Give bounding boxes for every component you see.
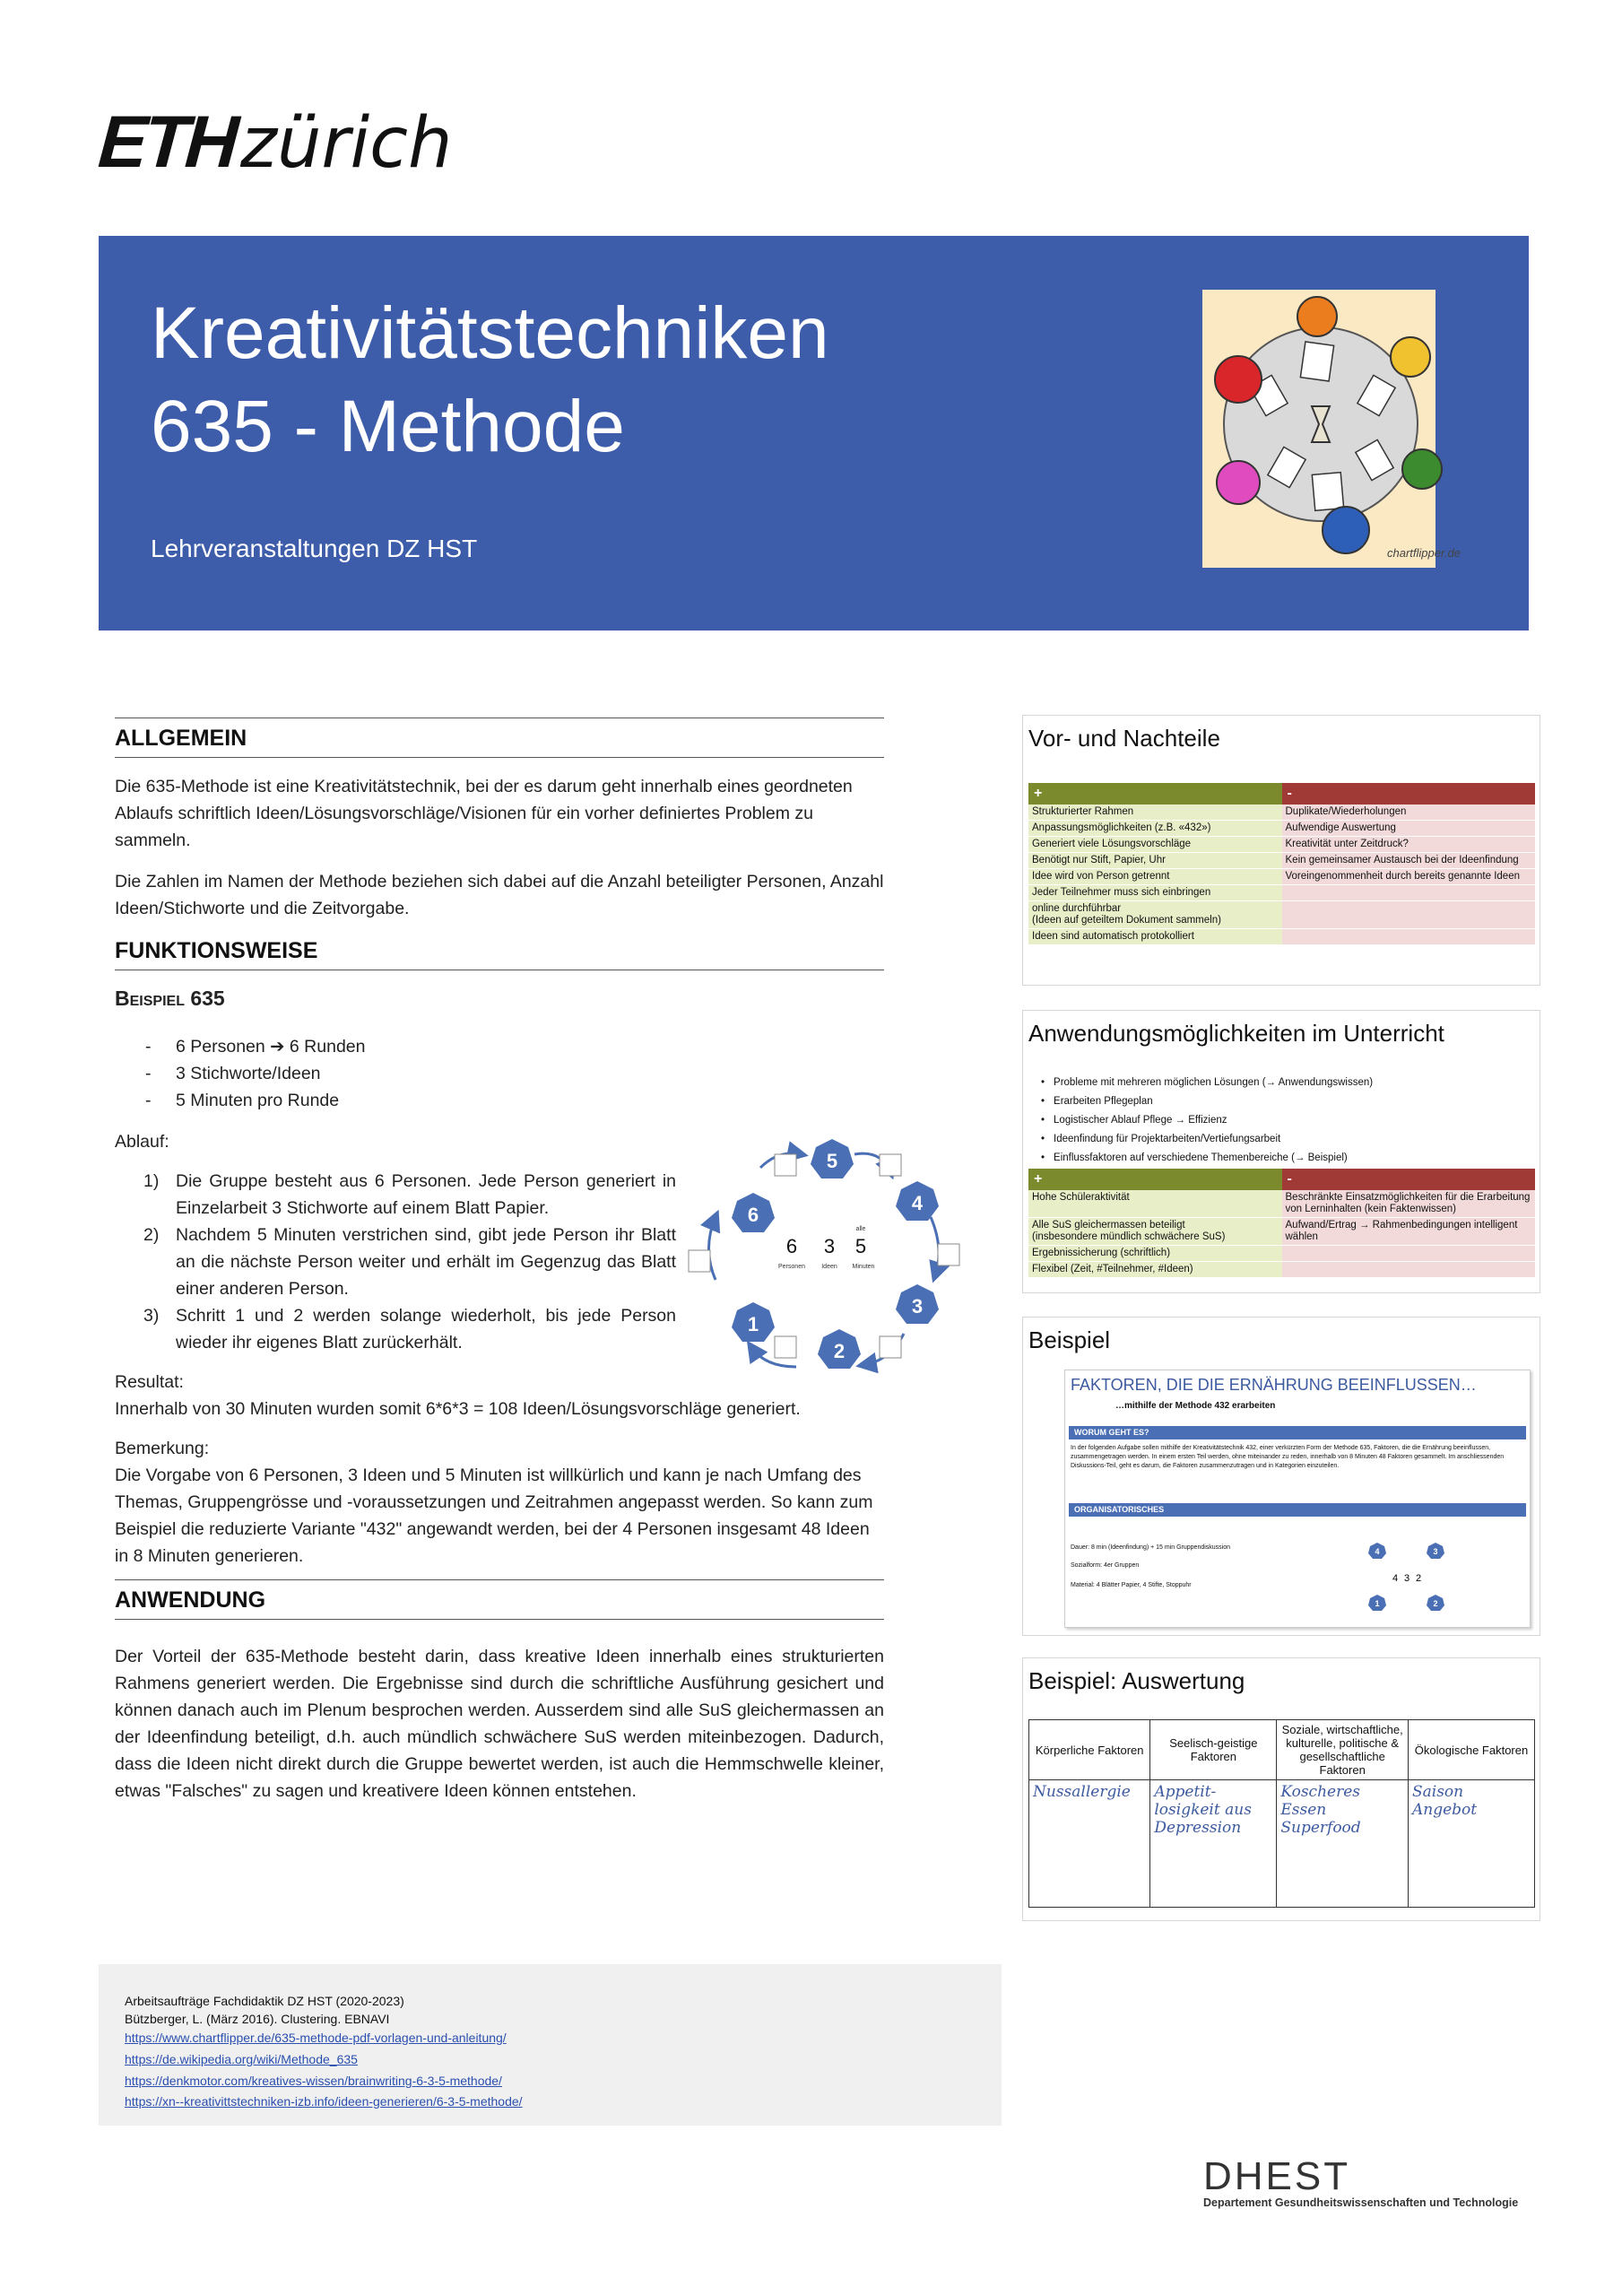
banner-subtitle: Lehrveranstaltungen DZ HST	[151, 535, 478, 562]
con-cell: Aufwand/Ertrag → Rahmenbedingungen intelligent wählen	[1282, 1218, 1536, 1246]
reference-link[interactable]: https://www.chartflipper.de/635-methode-pdf-vorlagen-und-anleitung/	[125, 2031, 507, 2045]
hex-2: 2	[833, 1340, 846, 1362]
hex-4: 4	[911, 1192, 924, 1214]
plus-header: +	[1028, 783, 1282, 804]
doc-material: Material: 4 Blätter Papier, 4 Stifte, Stoppuhr	[1071, 1582, 1192, 1588]
doc-subtitle: …mithilfe der Methode 432 erarbeiten	[1115, 1401, 1276, 1411]
pro-cell: Jeder Teilnehmer muss sich einbringen	[1028, 885, 1282, 901]
ablauf-label: Ablauf:	[115, 1132, 169, 1152]
table-row	[1028, 804, 1535, 821]
table-row	[1028, 853, 1535, 869]
pro-cell: Ideen sind automatisch protokolliert	[1028, 929, 1282, 945]
pro-cell: Flexibel (Zeit, #Teilnehmer, #Ideen)	[1028, 1262, 1282, 1278]
pros-cons-table	[1028, 783, 1535, 945]
title-banner	[99, 236, 1529, 631]
table-row	[1028, 1190, 1535, 1218]
doc-bar-organisatorisches: ORGANISATORISCHES	[1069, 1503, 1526, 1517]
round-table-illustration	[1202, 290, 1461, 568]
card-title: Beispiel: Auswertung	[1028, 1667, 1245, 1694]
bullet-item: • Probleme mit mehreren möglichen Lösungen (→ Anwendungswissen)	[1041, 1074, 1373, 1092]
dhest-brand: DHEST	[1203, 2154, 1351, 2198]
con-cell	[1282, 1262, 1536, 1278]
con-cell: Voreingenommenheit durch bereits genannte Ideen	[1282, 869, 1536, 885]
minus-header: -	[1282, 1169, 1536, 1190]
pro-cell: Ergebnissicherung (schriftlich)	[1028, 1246, 1282, 1262]
step-item: 1) Die Gruppe besteht aus 6 Personen. Jede Person generiert in Einzelarbeit 3 Stichworte auf einem Blatt Papier.	[143, 1171, 676, 1218]
beispiel-635-label: Beispiel 635	[115, 987, 225, 1010]
dhest-subline: Departement Gesundheitswissenschaften und Technologie	[1203, 2196, 1519, 2209]
table-row	[1028, 929, 1535, 945]
bemerkung-label: Bemerkung:	[115, 1439, 210, 1458]
center-number-3: 3	[823, 1235, 836, 1257]
svg-text:4: 4	[1375, 1547, 1380, 1556]
pro-cell: Hohe Schüleraktivität	[1028, 1190, 1282, 1218]
anwendung-bullets	[1041, 1074, 1373, 1168]
table-row	[1028, 1218, 1535, 1246]
bemerkung-text: Die Vorgabe von 6 Personen, 3 Ideen und 5 Minuten ist willkürlich und kann je nach Umfang des Themas, Gruppengrösse und -voraussetzungen und Zeitrahmen angepasst werden. So kann zum Beispiel die reduzierte Variante "432" angewandt werden, bei der 4 Personen insgesamt 48 Ideen in 8 Minuten generieren.	[115, 1465, 873, 1566]
section-funktionsweise-heading: FUNKTIONSWEISE	[115, 938, 884, 970]
con-cell	[1282, 1246, 1536, 1262]
con-cell: Duplikate/Wiederholungen	[1282, 804, 1536, 821]
con-cell: Kreativität unter Zeitdruck?	[1282, 837, 1536, 853]
logo-zurich: zürich	[240, 103, 453, 184]
table-row	[1028, 821, 1535, 837]
reference-line: Arbeitsaufträge Fachdidaktik DZ HST (2020-2023)	[125, 1994, 404, 2008]
card-auswertung	[1022, 1657, 1540, 1921]
con-cell: Kein gemeinsamer Austausch bei der Ideenfindung	[1282, 853, 1536, 869]
allgemein-paragraph-2: Die Zahlen im Namen der Methode beziehen sich dabei auf die Anzahl beteiligter Personen, Anzahl Ideen/Stichworte und die Zeitvorgabe.	[115, 872, 884, 918]
center-label-personen: Personen	[778, 1264, 805, 1270]
doc-dauer: Dauer: 8 min (Ideenfindung) + 15 min Gruppendiskussion	[1071, 1544, 1231, 1551]
pros-cons-table	[1028, 1169, 1535, 1278]
con-cell	[1282, 929, 1536, 945]
center-label-alle: alle	[855, 1226, 866, 1232]
con-cell	[1282, 901, 1536, 929]
table-row	[1028, 901, 1535, 929]
card-title: Anwendungsmöglichkeiten im Unterricht	[1028, 1020, 1444, 1047]
svg-text:3: 3	[1403, 1573, 1410, 1584]
eth-logo	[95, 100, 453, 184]
entry-sozial: Koscheres Essen Superfood	[1277, 1780, 1409, 1908]
ablauf-steps	[115, 1168, 676, 1356]
reference-link[interactable]: https://de.wikipedia.org/wiki/Methode_635	[125, 2052, 358, 2066]
entry-koerperlich: Nussallergie	[1029, 1780, 1150, 1908]
card-title: Vor- und Nachteile	[1028, 725, 1220, 752]
svg-text:4: 4	[1392, 1573, 1399, 1584]
rotation-diagram	[689, 1132, 958, 1392]
doc-sozialform: Sozialform: 4er Gruppen	[1071, 1562, 1140, 1569]
table-row	[1028, 885, 1535, 901]
svg-text:1: 1	[1375, 1599, 1380, 1608]
svg-text:2: 2	[1415, 1573, 1422, 1584]
bullet-item: - 6 Personen ➔ 6 Runden	[115, 1033, 884, 1060]
table-row	[1028, 1246, 1535, 1262]
card-beispiel	[1022, 1317, 1540, 1636]
beispiel-bullets	[115, 1033, 884, 1114]
hex-3: 3	[911, 1295, 924, 1318]
pro-cell: Strukturierter Rahmen	[1028, 804, 1282, 821]
section-allgemein-heading: ALLGEMEIN	[115, 718, 884, 758]
header-oekologisch: Ökologische Faktoren	[1408, 1720, 1534, 1780]
pro-cell: Idee wird von Person getrennt	[1028, 869, 1282, 885]
mini-432-diagram	[1350, 1532, 1458, 1622]
doc-bar-worum: WORUM GEHT ES?	[1069, 1426, 1526, 1439]
bullet-item: • Logistischer Ablauf Pflege → Effizienz	[1041, 1111, 1373, 1130]
allgemein-paragraph-1: Die 635-Methode ist eine Kreativitätstechnik, bei der es darum geht innerhalb eines geordneten Ablaufs schriftlich Ideen/Lösungsvorschläge/Visionen für ein vorher definiertes Problem zu sammeln.	[115, 777, 853, 850]
bullet-item: • Erarbeiten Pflegeplan	[1041, 1092, 1373, 1111]
header-sozial: Soziale, wirtschaftliche, kulturelle, politische & gesellschaftliche Faktoren	[1277, 1720, 1409, 1780]
con-cell: Beschränkte Einsatzmöglichkeiten für die Erarbeitung von Lerninhalten (kein Faktenwissen)	[1282, 1190, 1536, 1218]
auswertung-table	[1028, 1719, 1535, 1908]
hex-6: 6	[747, 1204, 759, 1226]
plus-header: +	[1028, 1169, 1282, 1190]
bullet-item: - 3 Stichworte/Ideen	[115, 1060, 884, 1087]
header-seelisch: Seelisch-geistige Faktoren	[1150, 1720, 1277, 1780]
reference-link[interactable]: https://denkmotor.com/kreatives-wissen/brainwriting-6-3-5-methode/	[125, 2074, 502, 2088]
image-caption: chartflipper.de	[1387, 546, 1461, 560]
center-label-ideen: Ideen	[821, 1264, 837, 1270]
bullet-item: • Einflussfaktoren auf verschiedene Themenbereiche (→ Beispiel)	[1041, 1149, 1373, 1168]
bullet-item: - 5 Minuten pro Runde	[115, 1087, 884, 1114]
con-cell: Aufwendige Auswertung	[1282, 821, 1536, 837]
svg-text:2: 2	[1433, 1599, 1438, 1608]
resultat-text: Innerhalb von 30 Minuten wurden somit 6*6*3 = 108 Ideen/Lösungsvorschläge generiert.	[115, 1399, 801, 1419]
table-row	[1028, 1262, 1535, 1278]
svg-text:3: 3	[1433, 1547, 1438, 1556]
center-number-6: 6	[785, 1235, 798, 1257]
bullet-item: • Ideenfindung für Projektarbeiten/Vertiefungsarbeit	[1041, 1130, 1373, 1149]
center-label-minuten: Minuten	[852, 1264, 875, 1270]
hex-1: 1	[747, 1313, 759, 1335]
table-row	[1028, 869, 1535, 885]
dhest-logo	[1203, 2154, 1519, 2209]
table-row	[1028, 837, 1535, 853]
anwendung-text: Der Vorteil der 635-Methode besteht darin, dass kreative Ideen innerhalb eines strukturierten Rahmens generiert werden. Die Ergebnisse sind durch die schriftliche Ausführung gesichert und können danach auch im Plenum besprochen werden. Ausserdem sind alle SuS gleichermassen an der Ideenfindung beteiligt, d.h. auch mündlich schwächere SuS werden miteinbezogen. Dadurch, dass die Ideen nicht direkt durch die Gruppe bewertet werden, ist auch die Hemmschwelle kleiner, etwas "Falsches" zu sagen und kreativere Ideen können entstehen.	[115, 1647, 884, 1801]
pro-cell: online durchführbar (Ideen auf geteiltem Dokument sammeln)	[1028, 901, 1282, 929]
minus-header: -	[1282, 783, 1536, 804]
example-document	[1064, 1370, 1531, 1628]
banner-title-line1: Kreativitätstechniken	[151, 292, 829, 374]
banner-title-line2: 635 - Methode	[151, 386, 625, 467]
con-cell	[1282, 885, 1536, 901]
doc-title: FAKTOREN, DIE DIE ERNÄHRUNG BEEINFLUSSEN…	[1071, 1376, 1477, 1394]
center-number-5: 5	[854, 1235, 867, 1257]
entry-seelisch: Appetit-losigkeit aus Depression	[1150, 1780, 1277, 1908]
doc-body: In der folgenden Aufgabe sollen mithilfe der Kreativitätstechnik 432, einer verkürzten Form der Methode 635, Faktoren, die die Ernährung beeinflussen, zusammengetragen werden. In einem ersten Teil werden, ohne miteinander zu reden, innerhalb von 8 Minuten 48 Faktoren gesammelt. Im anschliessenden Diskussions-Teil, geht es darum, die Faktoren zusammenzutragen und in Kategorien einzuteilen.	[1071, 1445, 1505, 1469]
resultat-label: Resultat:	[115, 1372, 184, 1392]
header-koerperlich: Körperliche Faktoren	[1029, 1720, 1150, 1780]
references-box	[99, 1964, 1002, 2126]
pro-cell: Anpassungsmöglichkeiten (z.B. «432»)	[1028, 821, 1282, 837]
reference-link[interactable]: https://xn--kreativittstechniken-izb.info/ideen-generieren/6-3-5-methode/	[125, 2094, 523, 2109]
entry-oekologisch: Saison Angebot	[1408, 1780, 1534, 1908]
card-anwendungsmoeglichkeiten	[1022, 1010, 1540, 1293]
reference-line: Bützberger, L. (März 2016). Clustering. EBNAVI	[125, 2012, 390, 2026]
step-item: 3) Schritt 1 und 2 werden solange wiederholt, bis jede Person wieder ihr eigenes Blatt zurückerhält.	[143, 1306, 676, 1352]
pro-cell: Benötigt nur Stift, Papier, Uhr	[1028, 853, 1282, 869]
pro-cell: Alle SuS gleichermassen beteiligt (insbesondere mündlich schwächere SuS)	[1028, 1218, 1282, 1246]
step-item: 2) Nachdem 5 Minuten verstrichen sind, gibt jede Person ihr Blatt an die nächste Person weiter und erhält im Gegenzug das Blatt einer anderen Person.	[143, 1225, 676, 1299]
logo-eth: ETH	[95, 101, 239, 183]
hex-5: 5	[826, 1150, 838, 1172]
card-vor-nachteile	[1022, 715, 1540, 986]
pro-cell: Generiert viele Lösungsvorschläge	[1028, 837, 1282, 853]
card-title: Beispiel	[1028, 1326, 1111, 1353]
section-anwendung-heading: ANWENDUNG	[115, 1579, 884, 1620]
